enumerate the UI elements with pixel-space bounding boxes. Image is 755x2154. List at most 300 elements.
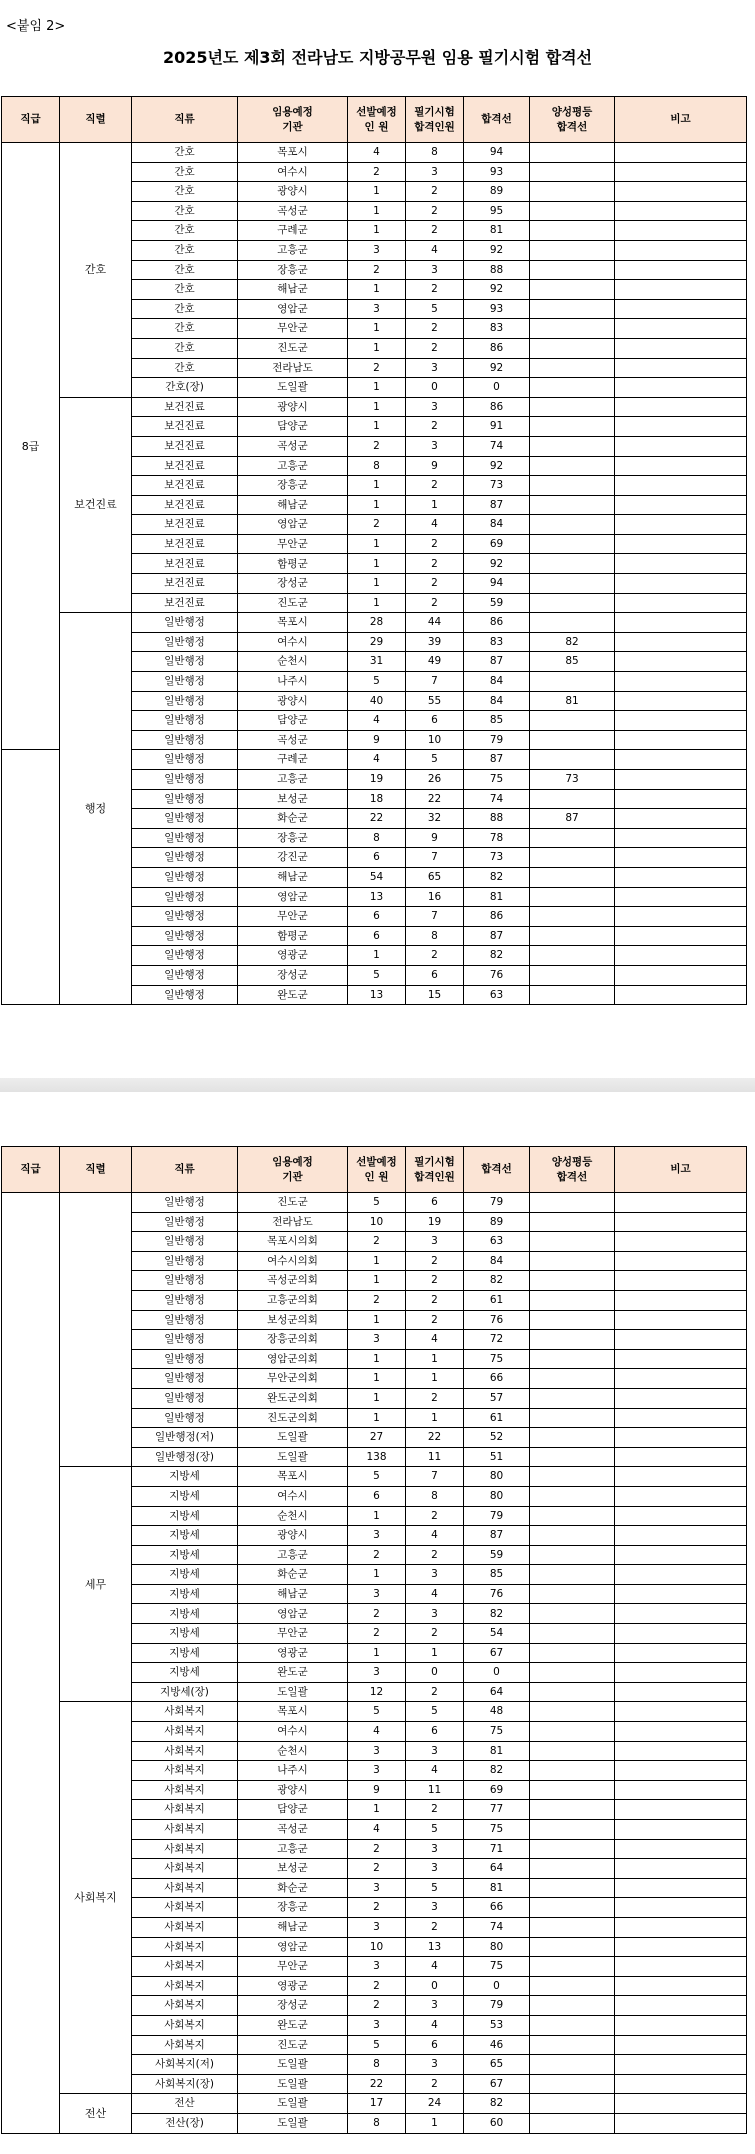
cell-planned: 1 [348,1408,406,1428]
cell-equality-cutoff [530,299,615,319]
cell-class: 사회복지 [132,1780,238,1800]
cell-planned: 27 [348,1428,406,1448]
cell-equality-cutoff [530,926,615,946]
cell-planned: 28 [348,613,406,633]
cell-passed: 2 [406,1271,464,1291]
cell-agency: 구례군 [238,221,348,241]
cell-class: 지방세 [132,1604,238,1624]
cell-remarks [615,1193,747,1213]
cell-agency: 진도군 [238,338,348,358]
cell-cutoff: 85 [464,711,530,731]
cell-agency: 장흥군 [238,1898,348,1918]
cell-agency: 여수시의회 [238,1251,348,1271]
cell-agency: 완도군 [238,2015,348,2035]
cell-planned: 4 [348,1820,406,1840]
cell-cutoff: 77 [464,1800,530,1820]
cell-class: 보건진료 [132,495,238,515]
cell-cutoff: 86 [464,907,530,927]
cell-equality-cutoff [530,417,615,437]
cell-equality-cutoff [530,1761,615,1781]
cell-passed: 19 [406,1212,464,1232]
table-row [2,143,747,163]
cell-class: 일반행정 [132,750,238,770]
cell-remarks [615,946,747,966]
cell-equality-cutoff [530,828,615,848]
cell-class: 일반행정 [132,1310,238,1330]
cell-agency: 도일괄 [238,2074,348,2094]
cell-cutoff: 78 [464,828,530,848]
page-break [0,1078,755,1092]
cell-cutoff: 92 [464,456,530,476]
cell-class: 사회복지 [132,1761,238,1781]
cell-equality-cutoff [530,378,615,398]
cell-agency: 담양군 [238,711,348,731]
cell-equality-cutoff [530,338,615,358]
cell-class: 지방세 [132,1506,238,1526]
cell-passed: 9 [406,828,464,848]
cell-cutoff: 89 [464,182,530,202]
cell-agency: 광양시 [238,182,348,202]
cell-agency: 무안군 [238,534,348,554]
header-equality-cutoff: 양성평등 합격선 [530,97,615,143]
cell-cutoff: 88 [464,809,530,829]
cell-equality-cutoff [530,1408,615,1428]
cell-agency: 나주시 [238,672,348,692]
cell-equality-cutoff [530,1545,615,1565]
cell-remarks [615,1408,747,1428]
cell-remarks [615,1290,747,1310]
cell-passed: 11 [406,1780,464,1800]
cell-agency: 장성군 [238,965,348,985]
cell-planned: 1 [348,280,406,300]
cell-planned: 1 [348,534,406,554]
cell-passed: 0 [406,378,464,398]
cell-planned: 5 [348,1193,406,1213]
cell-cutoff: 66 [464,1898,530,1918]
cell-agency: 전라남도 [238,1212,348,1232]
cell-planned: 3 [348,1878,406,1898]
cell-equality-cutoff [530,2055,615,2075]
cell-remarks [615,1545,747,1565]
cell-agency: 곡성군 [238,1820,348,1840]
cell-class: 사회복지 [132,1898,238,1918]
cell-equality-cutoff [530,1369,615,1389]
cell-cutoff: 60 [464,2113,530,2133]
cell-class: 일반행정 [132,691,238,711]
cell-equality-cutoff [530,1565,615,1585]
cell-equality-cutoff [530,574,615,594]
cell-passed: 0 [406,1663,464,1683]
cell-planned: 3 [348,1917,406,1937]
cell-agency: 장흥군의회 [238,1330,348,1350]
cell-remarks [615,632,747,652]
cell-passed: 3 [406,397,464,417]
cell-remarks [615,2113,747,2133]
cell-remarks [615,1232,747,1252]
cell-agency: 무안군 [238,1957,348,1977]
cell-passed: 6 [406,965,464,985]
cell-passed: 4 [406,2015,464,2035]
cell-remarks [615,260,747,280]
cell-class: 보건진료 [132,476,238,496]
cell-planned: 3 [348,240,406,260]
cell-remarks [615,1957,747,1977]
cell-class: 보건진료 [132,417,238,437]
cell-equality-cutoff [530,143,615,163]
cell-passed: 2 [406,1388,464,1408]
cell-agency: 전라남도 [238,358,348,378]
cell-equality-cutoff [530,848,615,868]
cell-agency: 영암군 [238,1604,348,1624]
cell-cutoff: 89 [464,1212,530,1232]
cell-cutoff: 92 [464,358,530,378]
cell-remarks [615,554,747,574]
cell-class: 보건진료 [132,436,238,456]
cell-remarks [615,2094,747,2114]
table-row [2,397,747,417]
cell-passed: 39 [406,632,464,652]
cell-passed: 5 [406,299,464,319]
cell-passed: 32 [406,809,464,829]
table-row [2,2094,747,2114]
cell-passed: 2 [406,1545,464,1565]
cell-remarks [615,280,747,300]
cell-class: 보건진료 [132,456,238,476]
cell-cutoff: 92 [464,240,530,260]
cell-planned: 3 [348,1526,406,1546]
cell-passed: 1 [406,2113,464,2133]
cell-equality-cutoff: 73 [530,770,615,790]
cell-class: 사회복지 [132,1820,238,1840]
cell-equality-cutoff [530,358,615,378]
cell-class: 일반행정 [132,887,238,907]
cell-agency: 목포시 [238,1702,348,1722]
header-class: 직류 [132,1147,238,1193]
cell-passed: 3 [406,358,464,378]
cell-remarks [615,1976,747,1996]
cell-equality-cutoff [530,1232,615,1252]
cell-planned: 8 [348,2055,406,2075]
cell-planned: 1 [348,1251,406,1271]
cell-passed: 4 [406,1957,464,1977]
cell-agency: 순천시 [238,1741,348,1761]
cell-equality-cutoff [530,1349,615,1369]
header-cutoff: 합격선 [464,97,530,143]
cell-cutoff: 88 [464,260,530,280]
cell-class: 일반행정 [132,1212,238,1232]
cell-cutoff: 76 [464,965,530,985]
cell-cutoff: 73 [464,848,530,868]
cell-class: 일반행정 [132,1349,238,1369]
header-passed: 필기시험 합격인원 [406,97,464,143]
cell-agency: 장성군 [238,574,348,594]
cell-planned: 2 [348,1898,406,1918]
cell-equality-cutoff [530,2035,615,2055]
cell-remarks [615,221,747,241]
cell-cutoff: 52 [464,1428,530,1448]
cell-planned: 2 [348,260,406,280]
cell-agency: 무안군 [238,1624,348,1644]
cell-agency: 해남군 [238,1584,348,1604]
cell-class: 일반행정 [132,770,238,790]
cell-passed: 3 [406,2055,464,2075]
cell-passed: 7 [406,672,464,692]
cell-passed: 11 [406,1447,464,1467]
cell-equality-cutoff [530,1330,615,1350]
page-title: 2025년도 제3회 전라남도 지방공무원 임용 필기시험 합격선 [162,48,593,67]
cell-remarks [615,574,747,594]
table-row [2,1702,747,1722]
cell-agency: 구례군 [238,750,348,770]
cell-remarks [615,985,747,1005]
series-cell: 사회복지 [60,1702,132,2094]
cell-equality-cutoff [530,1506,615,1526]
cell-cutoff: 75 [464,770,530,790]
cell-class: 사회복지 [132,1839,238,1859]
header-series: 직렬 [60,1147,132,1193]
cell-planned: 1 [348,476,406,496]
cell-remarks [615,1604,747,1624]
cell-planned: 3 [348,1957,406,1977]
cell-passed: 4 [406,1584,464,1604]
cell-passed: 2 [406,554,464,574]
cell-agency: 장흥군 [238,828,348,848]
cell-equality-cutoff [530,456,615,476]
cell-remarks [615,299,747,319]
cell-agency: 영광군 [238,1643,348,1663]
grade-cell [2,750,60,1005]
cell-remarks [615,1917,747,1937]
cell-passed: 2 [406,1682,464,1702]
cell-remarks [615,1702,747,1722]
cell-cutoff: 80 [464,1937,530,1957]
cell-equality-cutoff [530,867,615,887]
cell-planned: 5 [348,672,406,692]
cell-remarks [615,828,747,848]
cell-class: 일반행정 [132,828,238,848]
cell-planned: 54 [348,867,406,887]
cell-planned: 2 [348,162,406,182]
cell-passed: 4 [406,1526,464,1546]
results-table-page-1 [1,96,747,1005]
cell-cutoff: 87 [464,495,530,515]
cell-cutoff: 48 [464,1702,530,1722]
cell-planned: 5 [348,1702,406,1722]
cell-planned: 2 [348,1624,406,1644]
cell-class: 일반행정(장) [132,1447,238,1467]
cell-equality-cutoff [530,1212,615,1232]
cell-class: 사회복지 [132,1800,238,1820]
cell-class: 일반행정 [132,1251,238,1271]
cell-remarks [615,1251,747,1271]
cell-equality-cutoff [530,750,615,770]
cell-planned: 1 [348,1506,406,1526]
cell-equality-cutoff [530,1584,615,1604]
cell-passed: 49 [406,652,464,672]
cell-planned: 1 [348,1388,406,1408]
cell-agency: 보성군 [238,789,348,809]
cell-passed: 1 [406,1369,464,1389]
cell-remarks [615,1369,747,1389]
cell-planned: 4 [348,143,406,163]
cell-equality-cutoff [530,1604,615,1624]
cell-remarks [615,730,747,750]
cell-equality-cutoff [530,1467,615,1487]
cell-cutoff: 79 [464,730,530,750]
cell-equality-cutoff [530,1388,615,1408]
cell-remarks [615,182,747,202]
cell-equality-cutoff [530,182,615,202]
cell-passed: 3 [406,1839,464,1859]
cell-passed: 3 [406,1898,464,1918]
cell-equality-cutoff [530,1996,615,2016]
cell-agency: 여수시 [238,1722,348,1742]
cell-class: 사회복지 [132,1702,238,1722]
cell-remarks [615,534,747,554]
cell-agency: 영광군 [238,1976,348,1996]
cell-passed: 1 [406,495,464,515]
cell-remarks [615,1310,747,1330]
cell-class: 간호 [132,182,238,202]
cell-equality-cutoff [530,515,615,535]
cell-class: 지방세 [132,1486,238,1506]
cell-remarks [615,1486,747,1506]
cell-equality-cutoff [530,1937,615,1957]
cell-planned: 1 [348,1565,406,1585]
cell-planned: 138 [348,1447,406,1467]
cell-cutoff: 79 [464,1506,530,1526]
cell-cutoff: 74 [464,436,530,456]
cell-agency: 장성군 [238,1996,348,2016]
cell-equality-cutoff [530,1800,615,1820]
cell-equality-cutoff [530,1741,615,1761]
cell-class: 보건진료 [132,534,238,554]
cell-passed: 9 [406,456,464,476]
cell-class: 간호 [132,201,238,221]
header-class: 직류 [132,97,238,143]
cell-agency: 함평군 [238,926,348,946]
cell-agency: 해남군 [238,867,348,887]
cell-cutoff: 71 [464,1839,530,1859]
cell-planned: 2 [348,1604,406,1624]
cell-agency: 무안군 [238,907,348,927]
cell-remarks [615,789,747,809]
cell-remarks [615,1643,747,1663]
cell-cutoff: 0 [464,1663,530,1683]
cell-class: 일반행정 [132,672,238,692]
cell-class: 지방세 [132,1545,238,1565]
cell-planned: 3 [348,1584,406,1604]
cell-planned: 8 [348,2113,406,2133]
cell-planned: 8 [348,828,406,848]
cell-class: 일반행정 [132,926,238,946]
cell-remarks [615,201,747,221]
cell-agency: 영암군 [238,1937,348,1957]
cell-cutoff: 95 [464,201,530,221]
cell-passed: 2 [406,1506,464,1526]
cell-cutoff: 46 [464,2035,530,2055]
cell-cutoff: 83 [464,632,530,652]
cell-equality-cutoff [530,1976,615,1996]
cell-cutoff: 66 [464,1369,530,1389]
cell-remarks [615,436,747,456]
cell-class: 일반행정 [132,1271,238,1291]
cell-class: 사회복지 [132,1976,238,1996]
cell-planned: 1 [348,397,406,417]
cell-passed: 2 [406,1917,464,1937]
cell-passed: 5 [406,1878,464,1898]
cell-passed: 3 [406,436,464,456]
series-cell [60,1193,132,1467]
cell-agency: 담양군 [238,417,348,437]
cell-planned: 2 [348,1232,406,1252]
cell-equality-cutoff: 82 [530,632,615,652]
cell-passed: 4 [406,1761,464,1781]
cell-cutoff: 79 [464,1996,530,2016]
cell-agency: 도일괄 [238,1447,348,1467]
table-row [2,1193,747,1213]
cell-passed: 44 [406,613,464,633]
cell-passed: 7 [406,848,464,868]
cell-agency: 진도군의회 [238,1408,348,1428]
cell-passed: 24 [406,2094,464,2114]
cell-passed: 22 [406,789,464,809]
cell-remarks [615,672,747,692]
cell-remarks [615,867,747,887]
cell-agency: 도일괄 [238,2113,348,2133]
cell-planned: 40 [348,691,406,711]
cell-remarks [615,848,747,868]
cell-planned: 19 [348,770,406,790]
cell-equality-cutoff [530,613,615,633]
cell-passed: 26 [406,770,464,790]
cell-passed: 6 [406,711,464,731]
cell-class: 사회복지 [132,1996,238,2016]
cell-cutoff: 0 [464,1976,530,1996]
cell-remarks [615,1330,747,1350]
cell-class: 간호 [132,280,238,300]
cell-passed: 7 [406,907,464,927]
cell-equality-cutoff [530,1682,615,1702]
cell-remarks [615,613,747,633]
cell-passed: 65 [406,867,464,887]
cell-equality-cutoff [530,1820,615,1840]
cell-remarks [615,495,747,515]
cell-remarks [615,378,747,398]
cell-remarks [615,1682,747,1702]
cell-agency: 화순군 [238,1878,348,1898]
cell-remarks [615,1565,747,1585]
cell-remarks [615,1349,747,1369]
cell-planned: 13 [348,985,406,1005]
cell-remarks [615,1741,747,1761]
cell-cutoff: 59 [464,593,530,613]
cell-agency: 고흥군 [238,240,348,260]
cell-class: 일반행정 [132,946,238,966]
cell-class: 일반행정 [132,789,238,809]
cell-remarks [615,1722,747,1742]
cell-cutoff: 67 [464,1643,530,1663]
cell-planned: 6 [348,926,406,946]
cell-remarks [615,1663,747,1683]
cell-agency: 도일괄 [238,378,348,398]
cell-agency: 고흥군 [238,770,348,790]
cell-remarks [615,1271,747,1291]
cell-cutoff: 80 [464,1486,530,1506]
cell-agency: 광양시 [238,1780,348,1800]
cell-class: 일반행정 [132,1369,238,1389]
cell-remarks [615,652,747,672]
